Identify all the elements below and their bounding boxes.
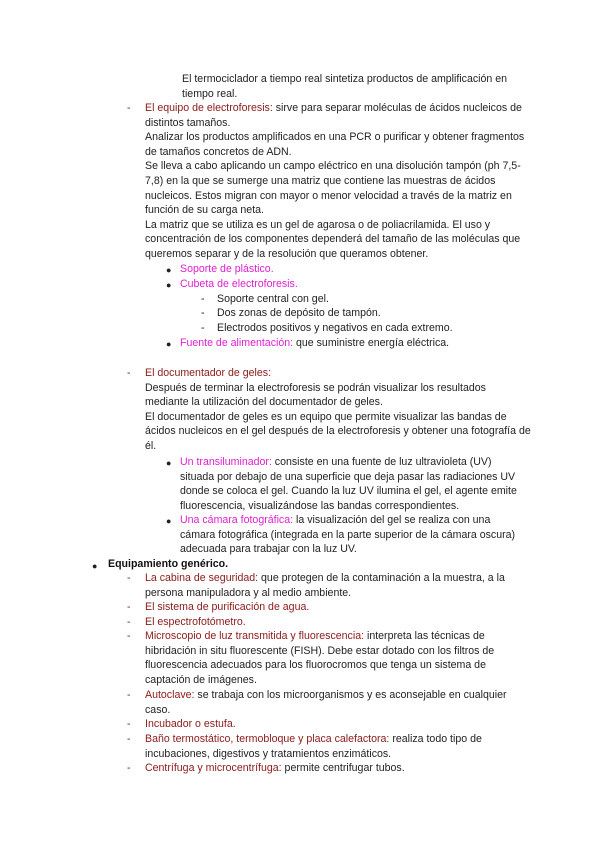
documentador-paragraph: Después de terminar la electroforesis se podrán visualizar los resultados mediante la utilización del documentador de geles. [145, 381, 486, 409]
generico-item [145, 761, 530, 776]
generico-item [145, 571, 530, 600]
generico-item [145, 732, 530, 761]
item-label: La cabina de seguridad: [145, 572, 259, 584]
intro-paragraph [182, 72, 532, 101]
item-label: Centrífuga y microcentrífuga: [145, 762, 282, 774]
bullet-label: Un transiluminador: [180, 456, 272, 468]
dash-marker: - [127, 733, 131, 745]
item-label: Autoclave: [145, 689, 195, 701]
item-label: El espectrofotómetro. [145, 616, 246, 628]
sub-item: Soporte central con gel. [217, 293, 329, 305]
bullet-label: Soporte de plástico. [180, 263, 274, 275]
electroforesis-title-rest: sirve para separar moléculas de ácidos nucleicos de distintos tamaños. [145, 102, 522, 129]
dash-marker: - [127, 102, 131, 114]
electroforesis-bullet [180, 336, 530, 351]
generico-item [145, 629, 530, 687]
bullet-label: Fuente de alimentación: [180, 337, 294, 349]
bullet-icon: ● [166, 265, 172, 275]
electroforesis-bullet [180, 262, 530, 277]
electroforesis-bullet [180, 277, 530, 292]
documentador-title: El documentador de geles: [145, 367, 272, 379]
dash-marker: - [127, 718, 131, 730]
intro-text: El termociclador a tiempo real sintetiza productos de amplificación en tiempo real. [182, 73, 508, 100]
bullet-icon: ● [92, 561, 98, 571]
sub-item: Electrodos positivos y negativos en cada extremo. [217, 322, 453, 334]
electroforesis-heading [145, 101, 531, 130]
item-rest: realiza todo tipo de incubaciones, digestivos y tratamientos enzimáticos. [145, 733, 482, 760]
generico-heading: Equipamiento genérico. [108, 558, 229, 570]
generico-item [145, 615, 530, 630]
bullet-icon: ● [166, 280, 172, 290]
electroforesis-section [145, 101, 531, 262]
dash-marker: - [127, 630, 131, 642]
sub-dash-marker: - [201, 307, 205, 319]
generico-item [145, 688, 530, 717]
dash-marker: - [127, 572, 131, 584]
item-rest: se trabaja con los microorganismos y es aconsejable en cualquier caso. [145, 689, 507, 716]
bullet-label: Una cámara fotográfica: [180, 514, 294, 526]
dash-marker: - [127, 367, 131, 379]
item-rest: interpreta las técnicas de hibridación in situ fluorescente (FISH). Debe estar dotado con los filtros de fluorescencia adecuados para los fluorocromos que tenga un sistema de captación de imágenes. [145, 630, 495, 686]
sub-dash-marker: - [201, 293, 205, 305]
bullet-rest: que suministre energía eléctrica. [293, 337, 450, 349]
dash-marker: - [127, 762, 131, 774]
item-rest: que protegen de la contaminación a la muestra, a la persona manipuladora y al medio ambiente. [145, 572, 505, 599]
documentador-section [145, 366, 531, 454]
electroforesis-title: El equipo de electroforesis: [145, 102, 273, 114]
item-rest: permite centrifugar tubos. [281, 762, 405, 774]
dash-marker: - [127, 689, 131, 701]
bullet-icon: ● [166, 516, 172, 526]
item-label: Microscopio de luz transmitida y fluorescencia: [145, 630, 365, 642]
dash-marker: - [127, 601, 131, 613]
electroforesis-paragraph: La matriz que se utiliza es un gel de agarosa o de poliacrilamida. El uso y concentración de los componentes dependerá del tamaño de las moléculas que queremos separar y de la resolución que queramos obtener. [145, 218, 521, 260]
bullet-label: Cubeta de electroforesis. [180, 278, 298, 290]
documentador-paragraph: El documentador de geles es un equipo que permite visualizar las bandas de ácidos nucleicos en el gel después de la electroforesis y obtener una fotografía de él. [145, 410, 531, 452]
electroforesis-paragraph: Se lleva a cabo aplicando un campo eléctrico en una disolución tampón (ph 7,5-7,8) en la que se sumerge una matriz que contiene las muestras de ácidos nucleicos. Estos migran con mayor o menor velocidad a través de la matriz en función de su carga neta. [145, 160, 521, 217]
sub-item: Dos zonas de depósito de tampón. [217, 307, 381, 319]
documentador-bullet [180, 513, 526, 557]
bullet-rest: consiste en una fuente de luz ultravioleta (UV) situada por debajo de una superficie que deja pasar las radiaciones UV donde se coloca el gel. Cuando la luz UV ilumina el gel, el agente emite fluorescencia, visualizándose las bandas correspondientes. [180, 456, 517, 512]
bullet-rest: la visualización del gel se realiza con una cámara fotográfica (integrada en la parte superior de la cámara oscura) adecuada para trabajar con la luz UV. [180, 514, 516, 556]
item-label: Baño termostático, termobloque y placa calefactora: [145, 733, 390, 745]
item-label: Incubador o estufa. [145, 718, 236, 730]
documentador-bullet [180, 455, 526, 513]
bullet-icon: ● [166, 458, 172, 468]
bullet-icon: ● [166, 339, 172, 349]
sub-dash-marker: - [201, 322, 205, 334]
generico-item [145, 600, 530, 615]
item-label: El sistema de purificación de agua. [145, 601, 310, 613]
generico-item [145, 717, 530, 732]
dash-marker: - [127, 616, 131, 628]
electroforesis-paragraph: Analizar los productos amplificados en una PCR o purificar y obtener fragmentos de tamaños concretos de ADN. [145, 131, 525, 158]
